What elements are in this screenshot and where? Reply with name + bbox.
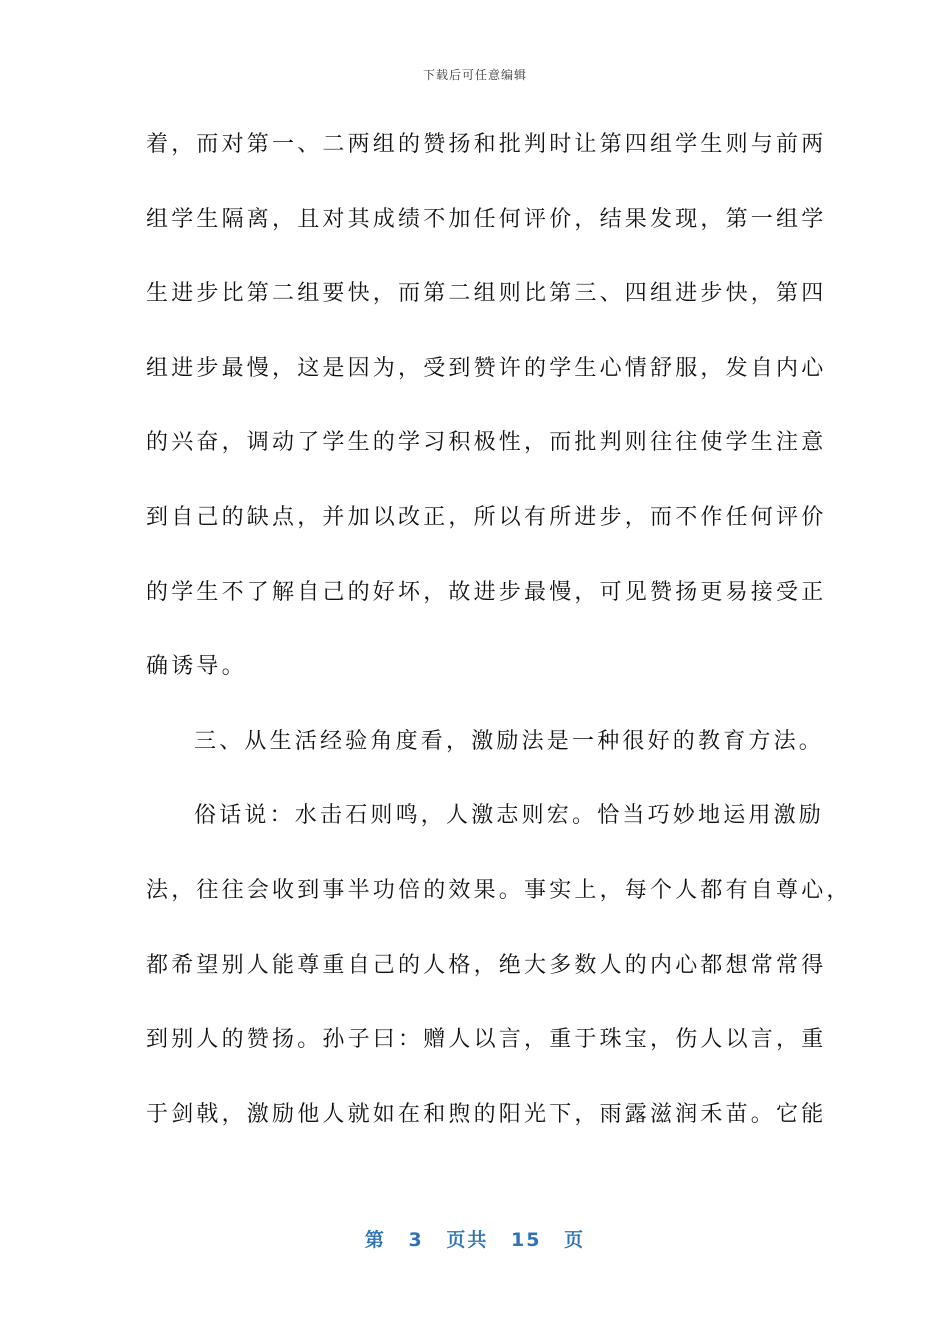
footer-prefix: 第	[364, 1229, 386, 1251]
body-line: 着，而对第一、二两组的赞扬和批判时让第四组学生则与前两	[146, 132, 827, 157]
body-line: 都希望别人能尊重自己的人格，绝大多数人的内心都想常常得	[146, 952, 827, 978]
body-line: 到自己的缺点，并加以改正，所以有所进步，而不作任何评价	[146, 504, 827, 530]
body-line: 的兴奋，调动了学生的学习积极性，而批判则往往使学生注意	[146, 430, 827, 456]
body-line: 的学生不了解自己的好坏，故进步最慢，可见赞扬更易接受正	[146, 579, 827, 605]
body-line: 组学生隔离，且对其成绩不加任何评价，结果发现，第一组学	[146, 206, 827, 232]
body-line: 组进步最慢，这是因为，受到赞许的学生心情舒服，发自内心	[146, 355, 827, 381]
footer-suffix: 页	[564, 1229, 586, 1251]
page-header-note: 下载后可任意编辑	[422, 68, 527, 82]
body-line: 生进步比第二组要快，而第二组则比第三、四组进步快，第四	[146, 281, 827, 307]
page-footer	[0, 1225, 950, 1252]
document-body	[146, 108, 852, 1152]
footer-middle: 页共	[446, 1229, 489, 1251]
footer-total-pages: 15	[511, 1229, 542, 1251]
body-line: 于剑戟，激励他人就如在和煦的阳光下，雨露滋润禾苗。它能	[146, 1101, 827, 1127]
footer-current-page: 3	[408, 1229, 424, 1251]
body-line: 到别人的赞扬。孙子曰：赠人以言，重于珠宝，伤人以言，重	[146, 1027, 827, 1053]
body-line: 法，往往会收到事半功倍的效果。事实上，每个人都有自尊心，	[146, 877, 852, 903]
body-line: 俗话说：水击石则鸣，人激志则宏。恰当巧妙地运用激励	[194, 803, 825, 829]
section-heading: 三、从生活经验角度看，激励法是一种很好的教育方法。	[194, 728, 825, 754]
body-line: 确诱导。	[146, 654, 247, 680]
